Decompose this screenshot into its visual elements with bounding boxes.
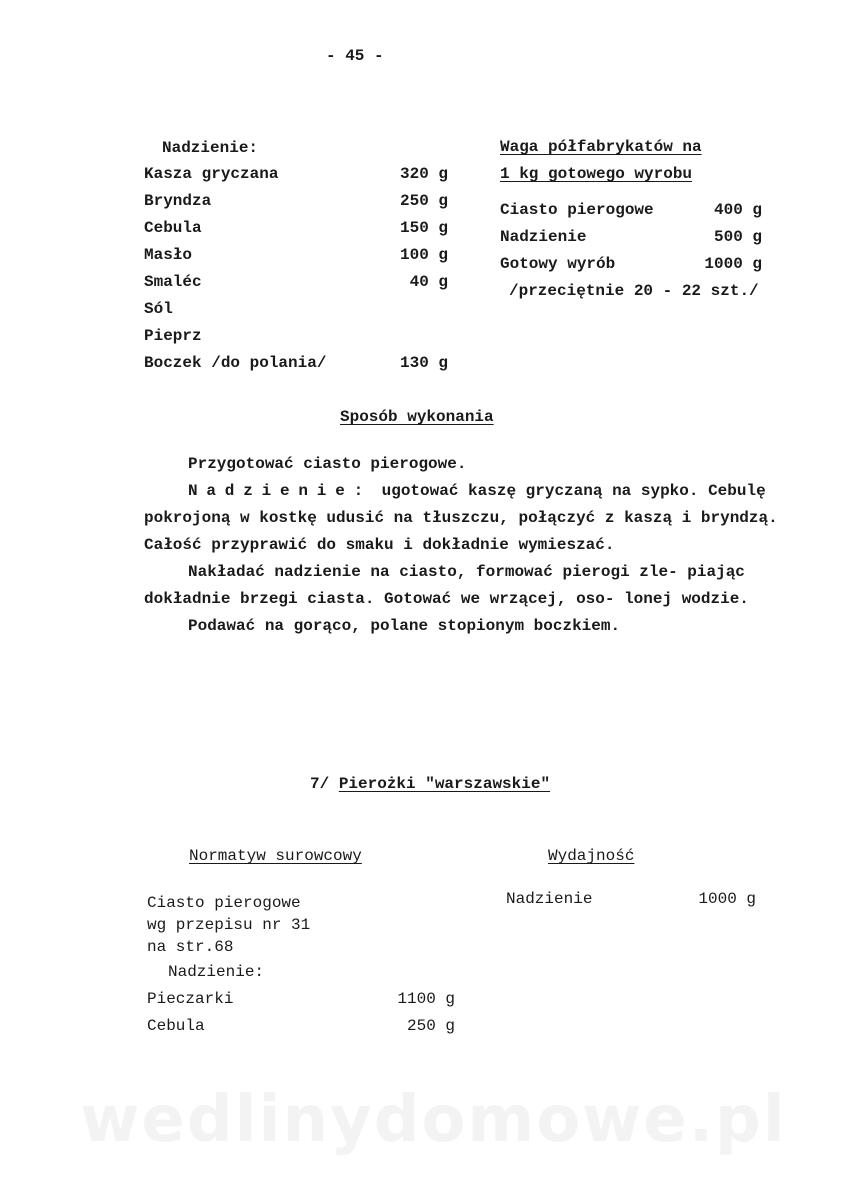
ingredient-name: Bryndza [144,192,212,210]
weights-note: /przeciętnie 20 - 22 szt./ [509,282,759,300]
ingredient-name: Masło [144,246,193,264]
weight-item-name: Nadzienie [500,228,587,246]
filling-item-amount: 250 g [406,1017,455,1035]
ingredient-name: Sól [144,300,173,318]
yield-item-amount: 1000 g [698,890,756,908]
filling-item-name: Pieczarki [147,990,234,1008]
filling-item-amount: 1100 g [397,990,455,1008]
ingredient-amount: 250 g [399,192,448,210]
norm-heading: Normatyw surowcowy [189,847,362,865]
weights-heading-line2: 1 kg gotowego wyrobu [500,165,693,183]
filling-item-name: Cebula [147,1017,205,1035]
ingredient-amount: 40 g [409,273,448,291]
weight-item-name: Gotowy wyrób [500,255,616,273]
weight-item-amount: 400 g [713,201,762,219]
ingredient-name: Kasza gryczana [144,165,279,183]
ingredient-name: Cebula [144,219,202,237]
watermark: wedlinydomowe.pl [80,1083,787,1157]
weights-heading-line1: Waga półfabrykatów na [500,138,702,156]
dough-reference [147,892,310,958]
weight-item-amount: 500 g [713,228,762,246]
dough-line: Ciasto pierogowe [147,894,301,912]
ingredients-heading: Nadzienie: [162,139,259,157]
weight-item-amount: 1000 g [704,255,762,273]
recipe-number: 7/ [310,775,330,793]
ingredient-amount: 150 g [399,219,448,237]
dough-line: wg przepisu nr 31 [147,916,311,934]
filling-heading: Nadzienie: [168,963,265,981]
method-paragraph: Podawać na gorąco, polane stopionym boczkiem. [188,617,621,635]
method-text [144,451,784,640]
ingredient-amount: 130 g [399,354,448,372]
recipe-title [310,775,550,793]
method-lead: Nadzienie: [188,482,373,500]
ingredient-name: Boczek /do polania/ [144,354,327,372]
yield-heading: Wydajność [548,847,635,865]
method-paragraph: Przygotować ciasto pierogowe. [188,455,467,473]
ingredient-name: Smaléc [144,273,202,291]
recipe-name: Pierożki "warszawskie" [338,775,551,793]
method-heading: Sposób wykonania [340,408,494,426]
ingredient-amount: 100 g [399,246,448,264]
method-paragraph [144,478,784,559]
method-paragraph-rest: ugotować kaszę gryczaną na sypko. Cebulę pokrojoną w kostkę udusić na tłuszczu, połączyć z kaszą i bryndzą. Całość przyprawić do smaku i dokładnie wymieszać. [144,482,778,554]
ingredient-amount: 320 g [399,165,448,183]
yield-item-name: Nadzienie [506,890,593,908]
method-paragraph: Nakładać nadzienie na ciasto, formować pierogi zle- piając dokładnie brzegi ciasta. Gotować we wrzącej, oso- lonej wodzie. [144,563,749,608]
dough-line: na str.68 [147,938,234,956]
weight-item-name: Ciasto pierogowe [500,201,654,219]
page-number: - 45 - [326,47,384,65]
ingredient-name: Pieprz [144,327,202,345]
